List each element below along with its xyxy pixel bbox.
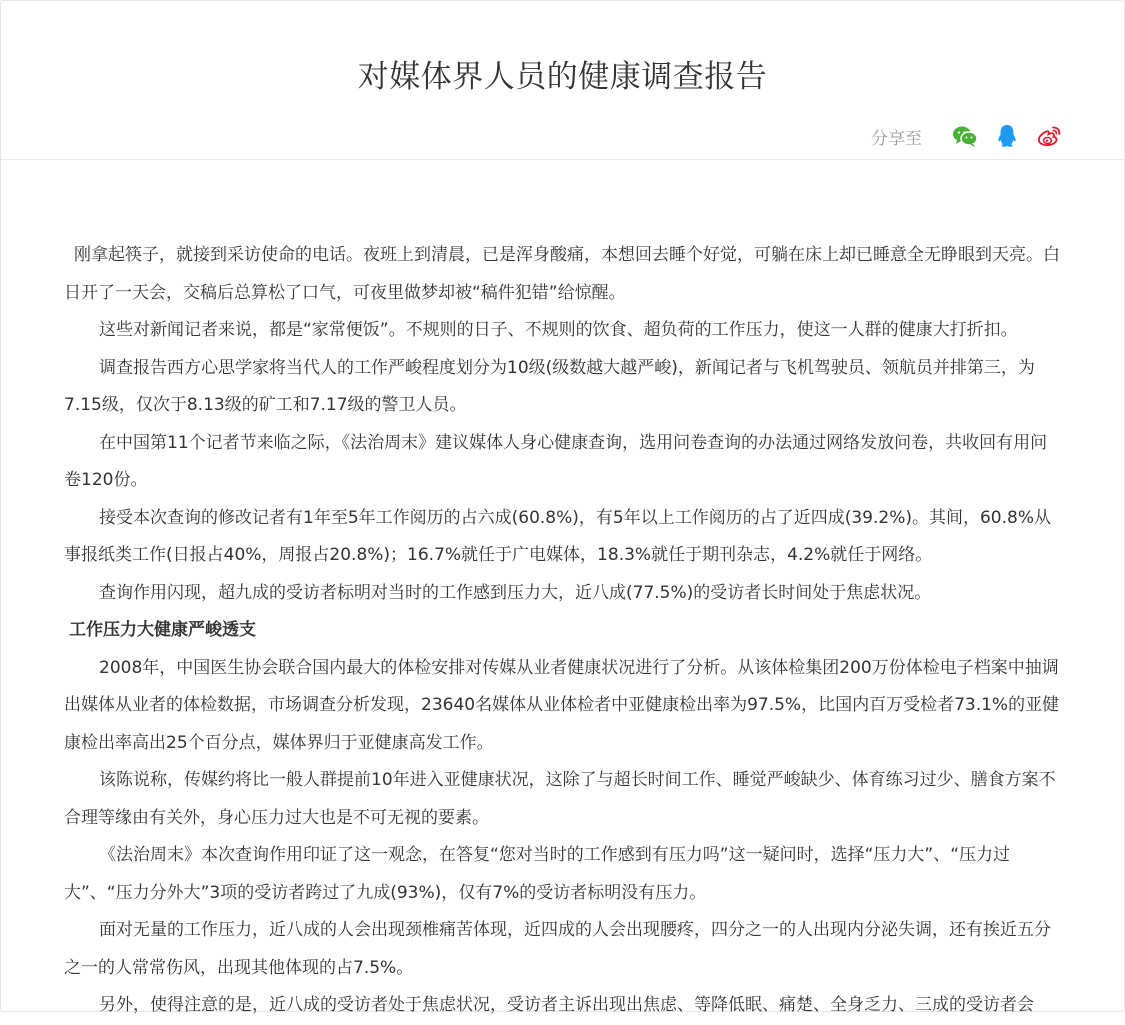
- article-header: [1, 1, 1124, 160]
- paragraph: [64, 350, 1064, 425]
- paragraph: [64, 650, 1064, 763]
- paragraph-text: 西方心思学家将当代人的工作严峻程度划分为10级(级数越大越严峻)，新闻记者与飞机驾驶员、领航员并排第三，为7.15级，仅次于8.13级的矿工和7.17级的警卫人员。: [64, 357, 1035, 415]
- wechat-icon[interactable]: [952, 123, 978, 149]
- paragraph-text: 2008年，中国医生协会联合国内最大的体检安排对传媒从业者健康状况进行了分析。从该体检集团200万份体检电子档案中抽调出媒体从业者的体检数据，: [64, 657, 1059, 715]
- weibo-icon[interactable]: [1036, 123, 1062, 149]
- keyword-link-market-research[interactable]: 市场调查: [268, 695, 336, 715]
- paragraph: 《法治周末》本次查询作用印证了这一观念，在答复“您对当时的工作感到有压力吗”这一疑问时，选择“压力大”、“压力过大”、“压力分外大”3项的受访者跨过了九成(93%)，仅有7%的受访者标明没有压力。: [64, 845, 1011, 903]
- paragraph: 刚拿起筷子，就接到采访使命的电话。夜班上到清晨，已是浑身酸痛，本想回去睡个好觉，可躺在床上却已睡意全无睁眼到天亮。白日开了一天会，交稿后总算松了口气，可夜里做梦却被“稿件犯错”给惊醒。: [64, 245, 1060, 303]
- article-body: [64, 237, 1064, 1025]
- paragraph: 查询作用闪现，超九成的受访者标明对当时的工作感到压力大，近八成(77.5%)的受访者长时间处于焦虑状况。: [99, 582, 932, 603]
- paragraph: 该陈说称，传媒约将比一般人群提前10年进入亚健康状况，这除了与超长时间工作、睡觉严峻缺少、体育练习过少、膳食方案不合理等缘由有关外，身心压力过大也是不可无视的要素。: [64, 770, 1056, 828]
- section-heading: 工作压力大健康严峻透支: [69, 620, 256, 640]
- paragraph-text: 分析发现，23640名媒体从业体检者中亚健康检出率为97.5%，比国内百万受检者73.1%的亚健康检出率高出25个百分点，媒体界归于亚健康高发工作。: [64, 695, 1060, 753]
- paragraph: 这些对新闻记者来说，都是“家常便饭”。不规则的日子、不规则的饮食、超负荷的工作压力，使这一人群的健康大打折扣。: [99, 320, 1018, 340]
- share-label: 分享至: [871, 128, 922, 149]
- paragraph: 另外，使得注意的是，近八成的受访者处于焦虑状况，受访者主诉出现出焦虑、等降低眠、痛楚、全身乏力、三成的受访者会: [99, 995, 1034, 1015]
- article-title: 对媒体界人员的健康调查报告: [357, 59, 768, 95]
- keyword-link-survey-report[interactable]: 调查报告: [99, 357, 167, 378]
- share-bar: [871, 121, 1062, 151]
- paragraph: 在中国第11个记者节来临之际，《法治周末》建议媒体人身心健康查询，选用问卷查询的办法通过网络发放问卷，共收回有用问卷120份。: [64, 432, 1048, 490]
- paragraph: 面对无量的工作压力，近八成的人会出现颈椎痛苦体现，近四成的人会出现腰疼，四分之一的人出现内分泌失调，还有挨近五分之一的人常常伤风，出现其他体现的占7.5%。: [64, 920, 1051, 978]
- qq-icon[interactable]: [994, 123, 1020, 149]
- paragraph: 接受本次查询的修改记者有1年至5年工作阅历的占六成(60.8%)，有5年以上工作阅历的占了近四成(39.2%)。其间，60.8%从事报纸类工作(日报占40%，周报占20.8%)；16.7%就任于广电媒体，18.3%就任于期刊杂志，4.2%就任于网络。: [64, 507, 1051, 565]
